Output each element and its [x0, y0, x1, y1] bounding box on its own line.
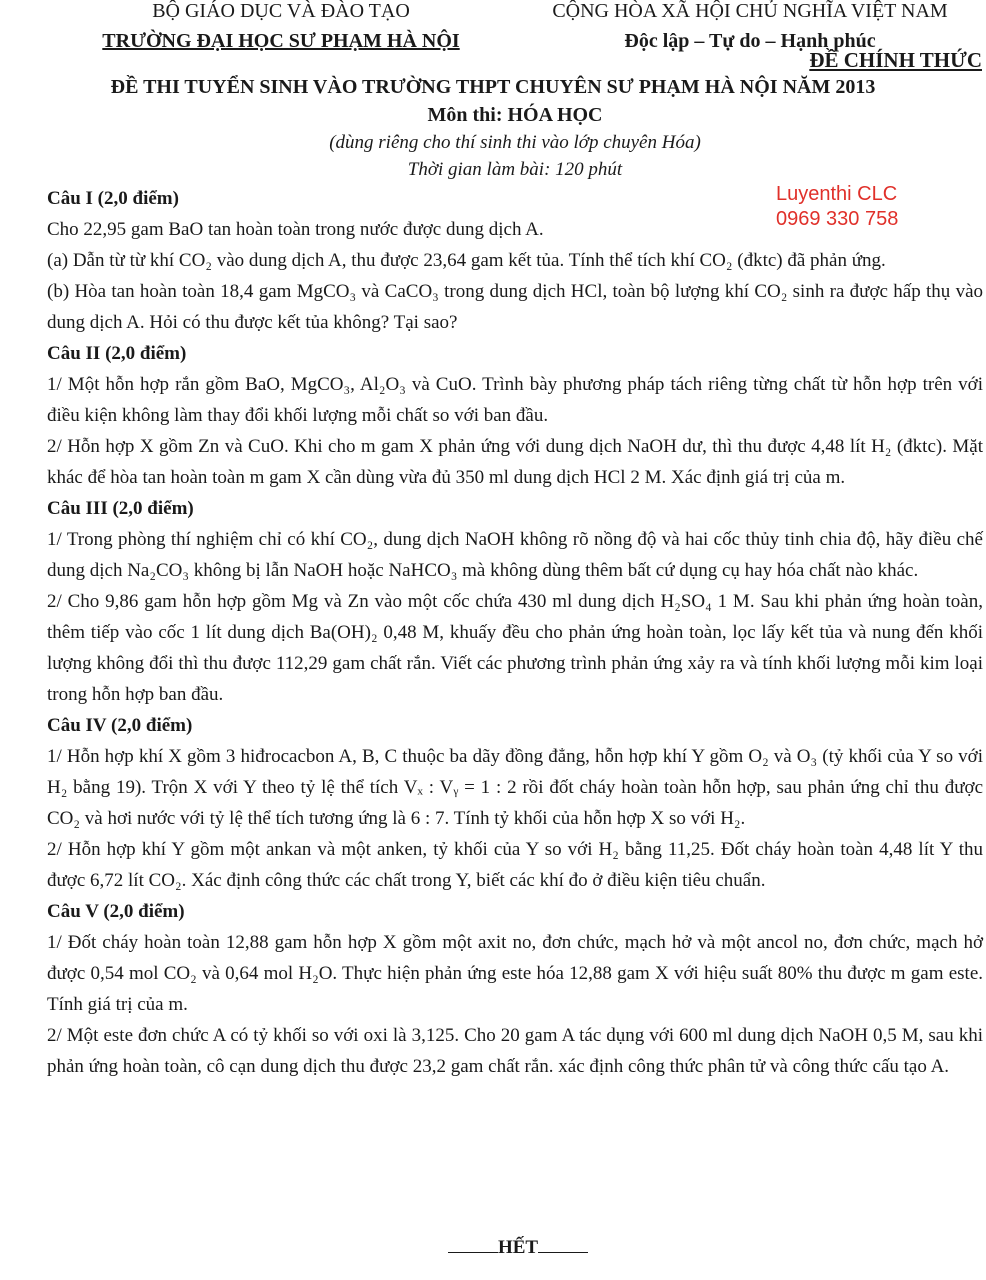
question-part: 2/ Hỗn hợp X gồm Zn và CuO. Khi cho m gam X phản ứng với dung dịch NaOH dư, thì thu được 4,48 lít H₂ (đktc). Mặt khác để hòa tan hoàn toàn m gam X cần dùng vừa đủ 350 ml dung dịch HCl 2 M. Xác định giá trị của m. [47, 436, 983, 488]
national-motto: Độc lập – Tự do – Hạnh phúc [624, 30, 876, 52]
question-part: 1/ Trong phòng thí nghiệm chỉ có khí CO₂, dung dịch NaOH không rõ nồng độ và hai cốc thủy tinh chia độ, hãy điều chế dung dịch Na₂CO₃ không bị lẫn NaOH hoặc NaHCO₃ mà không dùng thêm bất cứ dụng cụ hay hóa chất nào khác. [47, 529, 983, 581]
republic-name: CỘNG HÒA XÃ HỘI CHỦ NGHĨA VIỆT NAM [552, 0, 948, 22]
header-left [82, 0, 480, 56]
question-part: 2/ Cho 9,86 gam hỗn hợp gồm Mg và Zn vào một cốc chứa 430 ml dung dịch H₂SO₄ 1 M. Sau khi phản ứng hoàn toàn, thêm tiếp vào cốc 1 lít dung dịch Ba(OH)₂ 0,48 M, khuấy đều cho phản ứng hoàn toàn, lọc lấy kết tủa và nung đến khối lượng không đổi thì thu được 112,29 gam chất rắn. Viết các phương trình phản ứng xảy ra và tính khối lượng mỗi kim loại trong hỗn hợp ban đầu. [47, 591, 983, 705]
exam-subject: Môn thi: HÓA HỌC [427, 104, 603, 126]
question-heading: Câu III (2,0 điểm) [47, 498, 194, 519]
end-text: HẾT [497, 1237, 539, 1258]
question-part: 1/ Một hỗn hợp rắn gồm BaO, MgCO₃, Al₂O₃ và CuO. Trình bày phương pháp tách riêng từng chất từ hỗn hợp trên với điều kiện không làm thay đổi khối lượng mỗi chất so với ban đầu. [47, 374, 983, 426]
exam-note: (dùng riêng cho thí sinh thi vào lớp chuyên Hóa) [329, 132, 701, 153]
exam-time: Thời gian làm bài: 120 phút [407, 159, 623, 180]
watermark-name: Luyenthi CLC [776, 183, 898, 205]
exam-body [47, 183, 983, 1082]
question-heading: Câu V (2,0 điểm) [47, 901, 185, 922]
question-part: Cho 22,95 gam BaO tan hoàn toàn trong nước được dung dịch A. [47, 219, 544, 240]
end-rule-right [538, 1236, 588, 1253]
question-part: (b) Hòa tan hoàn toàn 18,4 gam MgCO₃ và CaCO₃ trong dung dịch HCl, toàn bộ lượng khí CO₂ sinh ra được hấp thụ vào dung dịch A. Hỏi có thu được kết tủa không? Tại sao? [47, 281, 983, 333]
question-part: 1/ Đốt cháy hoàn toàn 12,88 gam hỗn hợp X gồm một axit no, đơn chức, mạch hở và một ancol no, đơn chức, mạch hở được 0,54 mol CO₂ và 0,64 mol H₂O. Thực hiện phản ứng este hóa 12,88 gam X với hiệu suất 80% thu được m gam este. Tính giá trị của m. [47, 932, 983, 1015]
ministry-name: BỘ GIÁO DỤC VÀ ĐÀO TẠO [152, 0, 410, 22]
question-part: 1/ Hỗn hợp khí X gồm 3 hiđrocacbon A, B, C thuộc ba dãy đồng đẳng, hỗn hợp khí Y gồm O₂ và O₃ (tỷ khối của Y so với H₂ bằng 19). Trộn X với Y theo tỷ lệ thể tích Vₓ : Vᵧ = 1 : 2 rồi đốt cháy hoàn toàn hỗn hợp, sau phản ứng chỉ thu được CO₂ và hơi nước với tỷ lệ thể tích tương ứng là 6 : 7. Tính tỷ khối của hỗn hợp X so với H₂. [47, 746, 983, 829]
question-part: 2/ Hỗn hợp khí Y gồm một ankan và một anken, tỷ khối của Y so với H₂ bằng 11,25. Đốt cháy hoàn toàn 4,48 lít Y thu được 6,72 lít CO₂. Xác định công thức các chất trong Y, biết các khí đo ở điều kiện tiêu chuẩn. [47, 839, 983, 891]
watermark-phone: 0969 330 758 [776, 208, 899, 230]
question-heading: Câu II (2,0 điểm) [47, 343, 187, 364]
official-label: ĐỀ CHÍNH THỨC [809, 48, 982, 72]
end-rule-left [448, 1236, 498, 1253]
question-part: (a) Dẫn từ từ khí CO₂ vào dung dịch A, thu được 23,64 gam kết tủa. Tính thể tích khí CO₂ (đktc) đã phản ứng. [47, 250, 886, 271]
question-part: 2/ Một este đơn chức A có tỷ khối so với oxi là 3,125. Cho 20 gam A tác dụng với 600 ml dung dịch NaOH 0,5 M, sau khi phản ứng hoàn toàn, cô cạn dung dịch thu được 23,2 gam chất rắn. xác định công thức phân tử và công thức cấu tạo A. [47, 1025, 983, 1077]
question-heading: Câu I (2,0 điểm) [47, 188, 179, 209]
question-heading: Câu IV (2,0 điểm) [47, 715, 193, 736]
exam-title: ĐỀ THI TUYỂN SINH VÀO TRƯỜNG THPT CHUYÊN SƯ PHẠM HÀ NỘI NĂM 2013 [110, 76, 876, 98]
university-name: TRƯỜNG ĐẠI HỌC SƯ PHẠM HÀ NỘI [102, 30, 460, 52]
end-marker [0, 1236, 986, 1259]
